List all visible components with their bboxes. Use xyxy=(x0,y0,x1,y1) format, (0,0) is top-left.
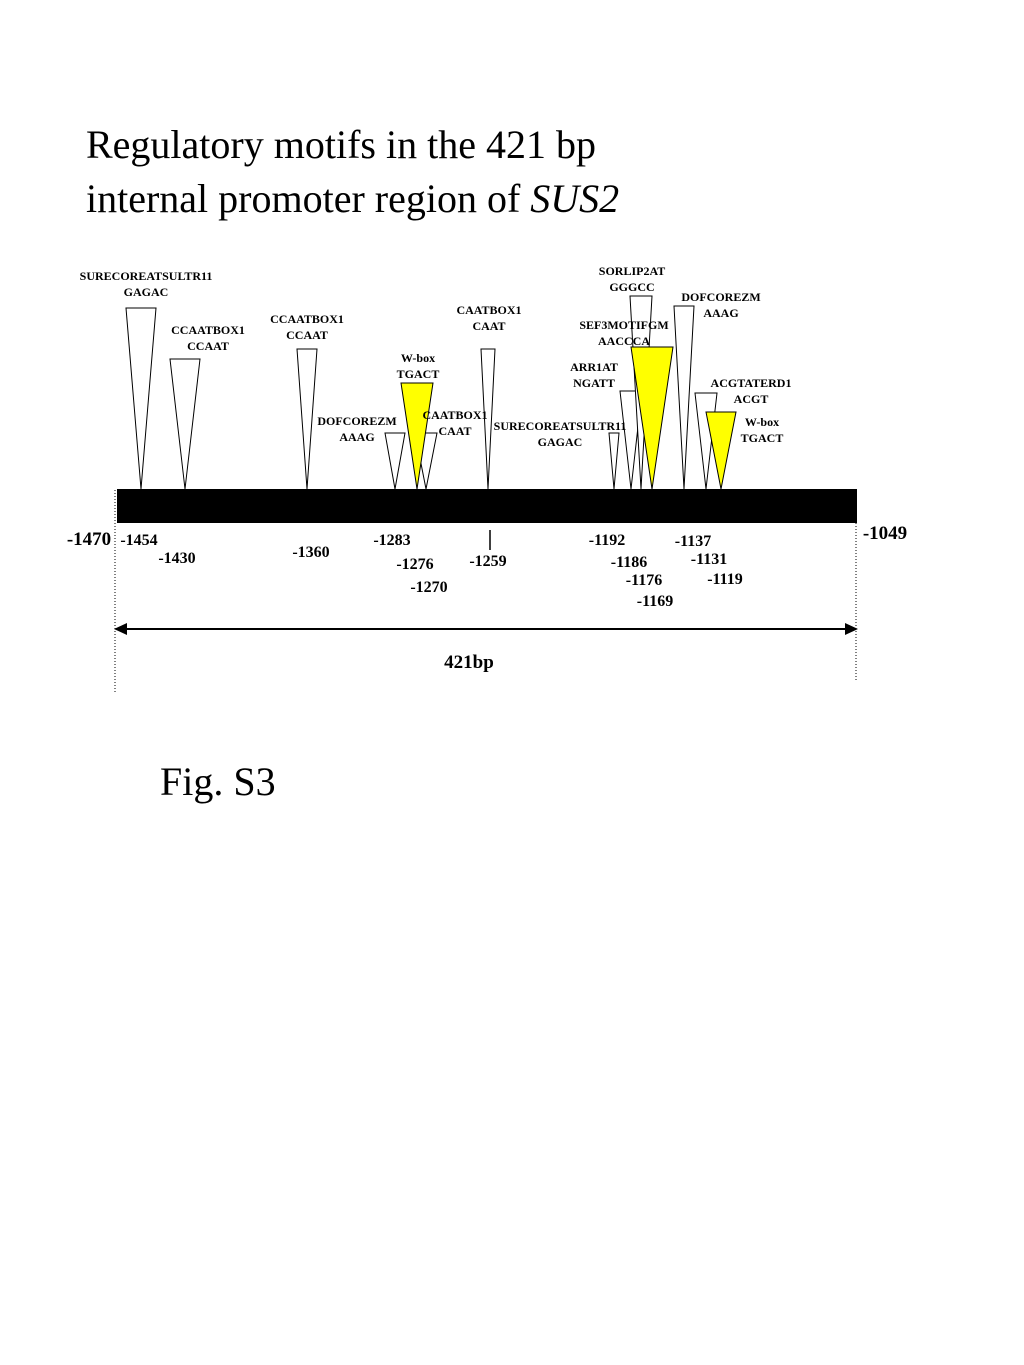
length-arrow-right-head xyxy=(845,623,858,635)
motif-name-label: W-box xyxy=(400,351,436,365)
motif-name-label: DOFCOREZM xyxy=(317,414,397,428)
motif-sequence-label: TGACT xyxy=(396,367,440,381)
motif-sequence-label: TGACT xyxy=(740,431,784,445)
position-label: -1176 xyxy=(625,572,663,589)
motif-name-label: CAATBOX1 xyxy=(456,303,522,317)
title-gene-name: SUS2 xyxy=(530,176,620,221)
region-start-label: -1470 xyxy=(66,529,112,550)
position-label: -1270 xyxy=(410,579,448,596)
motif-sequence-label: AAAG xyxy=(703,306,739,320)
position-label: -1192 xyxy=(588,532,626,549)
motif-triangle-dofcorezm-1137 xyxy=(674,306,694,489)
position-label: -1259 xyxy=(469,553,507,570)
motif-triangle-dofcorezm-1283 xyxy=(385,433,405,489)
motif-name-label: SURECOREATSULTR11 xyxy=(493,419,627,433)
promoter-bar xyxy=(117,489,857,523)
position-label: -1276 xyxy=(396,556,434,573)
motif-sequence-label: CCAAT xyxy=(286,328,328,342)
region-length-label: 421bp xyxy=(444,652,494,673)
motif-name-label: CCAATBOX1 xyxy=(270,312,344,326)
motif-sequence-label: ACGT xyxy=(733,392,769,406)
motif-sequence-label: GAGAC xyxy=(123,285,169,299)
position-label: -1430 xyxy=(158,550,196,567)
motif-name-label: SURECOREATSULTR11 xyxy=(79,269,213,283)
motif-name-label: CAATBOX1 xyxy=(422,408,488,422)
motif-triangle-surecoreatsultr11-1192 xyxy=(609,433,619,489)
motif-triangle-ccaatbox1-1430 xyxy=(170,359,200,489)
position-label: -1186 xyxy=(610,554,648,571)
motif-sequence-label: CAAT xyxy=(438,424,472,438)
position-label: -1454 xyxy=(120,532,158,549)
motif-name-label: CCAATBOX1 xyxy=(171,323,245,337)
figure-label: Fig. S3 xyxy=(160,759,276,804)
title-line-2-prefix: internal promoter region of xyxy=(86,176,531,221)
motif-sequence-label: GAGAC xyxy=(537,435,583,449)
motif-sequence-label: GGGCC xyxy=(609,280,655,294)
position-label: -1119 xyxy=(707,571,743,588)
motif-name-label: W-box xyxy=(744,415,780,429)
motif-name-label: SORLIP2AT xyxy=(598,264,666,278)
motif-sequence-label: AACCCA xyxy=(598,334,650,348)
motif-sequence-label: CAAT xyxy=(472,319,506,333)
motif-triangle-surecoreatsultr11-1454 xyxy=(126,308,156,489)
motif-sequence-label: AAAG xyxy=(339,430,375,444)
position-label: -1137 xyxy=(674,533,712,550)
length-arrow-left-head xyxy=(114,623,127,635)
motif-name-label: ACGTATERD1 xyxy=(710,376,792,390)
motif-name-label: DOFCOREZM xyxy=(681,290,761,304)
motif-sequence-label: CCAAT xyxy=(187,339,229,353)
motif-sequence-label: NGATT xyxy=(573,376,615,390)
position-labels xyxy=(120,532,742,610)
position-label: -1360 xyxy=(292,544,330,561)
motif-name-label: ARR1AT xyxy=(570,360,618,374)
title-line-1: Regulatory motifs in the 421 bp xyxy=(86,122,596,167)
motif-name-label: SEF3MOTIFGM xyxy=(579,318,669,332)
position-label: -1131 xyxy=(690,551,728,568)
position-label: -1283 xyxy=(373,532,411,549)
position-label: -1169 xyxy=(636,593,674,610)
region-end-label: -1049 xyxy=(862,523,908,544)
motif-triangle-ccaatbox1-1360 xyxy=(297,349,317,489)
